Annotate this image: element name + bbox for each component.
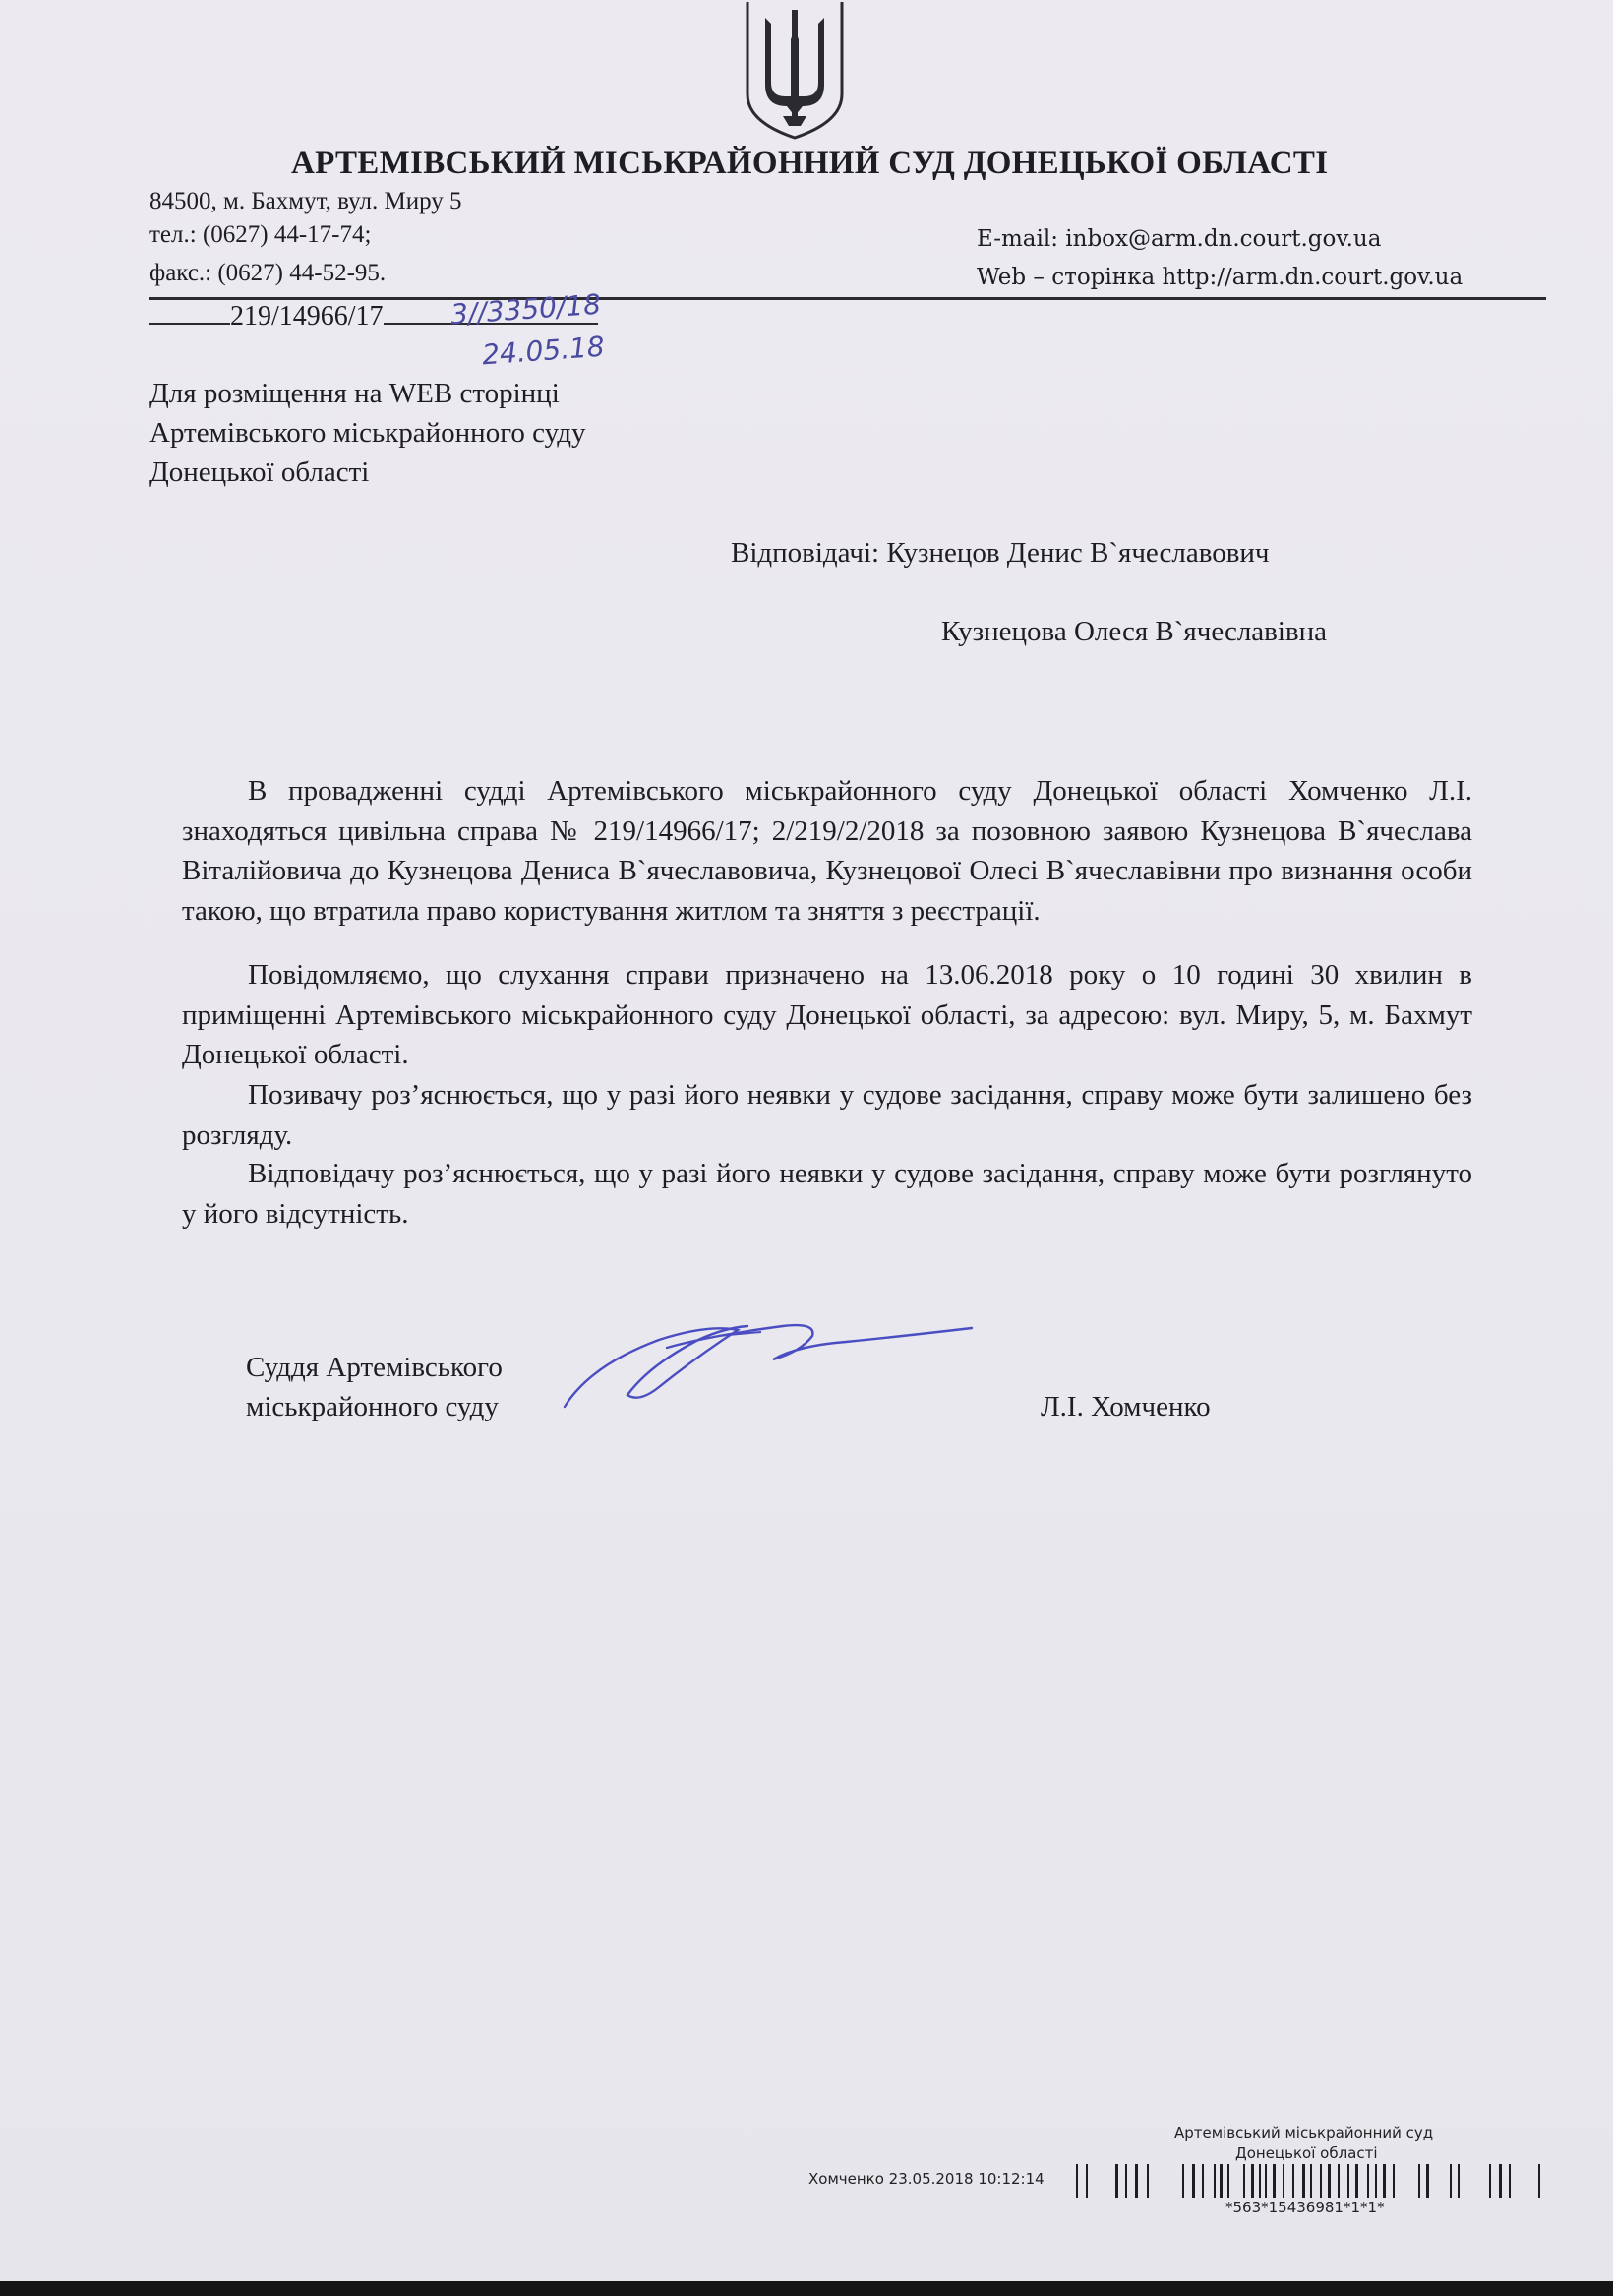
defendant-second: Кузнецова Олеся В`ячеславівна (941, 616, 1327, 647)
stamp-org-line-2: Донецької області (1235, 2145, 1378, 2162)
handwritten-signature-icon (551, 1297, 984, 1415)
document-barcode (1076, 2162, 1554, 2200)
paragraph-case-info: В провадженні судді Артемівського міськрайонного суду Донецької області Хомченко Л.І. знаходяться цивільна справа № 219/14966/17; 2/219/2/2018 за позовною заявою Кузнецова В`ячеслава Віталійовича до Кузнецова Дениса В`ячеславовича, Кузнецової Олесі В`ячеславівни про визнання особи такою, що втратила право користування житлом та зняття з реєстрації. (182, 775, 1472, 927)
court-name-heading: АРТЕМІВСЬКИЙ МІСЬКРАЙОННИЙ СУД ДОНЕЦЬКОЇ ОБЛАСТІ (291, 146, 1329, 181)
paragraph-plaintiff-notice: Позивачу роз’яснюється, що у разі його неявки у судове засідання, справу може бути залишено без розгляду. (182, 1079, 1472, 1151)
coat-of-arms-icon (744, 0, 846, 140)
recipient-line-3: Донецької області (149, 456, 370, 488)
paragraph-hearing-date: Повідомляємо, що слухання справи призначено на 13.06.2018 року о 10 годині 30 хвилин в приміщенні Артемівського міськрайонного суду Донецької області, за адресою: вул. Миру, 5, м. Бахмут Донецької області. (182, 959, 1472, 1070)
stamp-org-line-1: Артемівський міськрайонний суд (1174, 2124, 1434, 2142)
paragraph-defendant-notice: Відповідачу роз’яснюється, що у разі його неявки у судове засідання, справу може бути розглянуто у його відсутність. (182, 1158, 1472, 1230)
signature-position-line-2: міськрайонного суду (246, 1391, 499, 1422)
court-address: 84500, м. Бахмут, вул. Миру 5 (149, 188, 462, 214)
scan-bottom-edge (0, 2281, 1613, 2296)
court-email: E-mail: inbox@arm.dn.court.gov.ua (977, 226, 1382, 252)
barcode-text: *563*15436981*1*1* (1225, 2199, 1385, 2216)
signature-position-line-1: Суддя Артемівського (246, 1352, 503, 1383)
handwritten-incoming-date: 24.05.18 (481, 330, 606, 372)
recipient-line-1: Для розміщення на WEB сторінці (149, 378, 560, 409)
reference-number: 219/14966/17 (230, 301, 384, 332)
handwritten-incoming-number: 3//3350/18 (449, 287, 602, 332)
court-phone: тел.: (0627) 44-17-74; (149, 221, 372, 248)
recipient-line-2: Артемівського міськрайонного суду (149, 417, 586, 449)
court-website: Web – сторінка http://arm.dn.court.gov.ua (977, 265, 1464, 290)
defendants-line: Відповідачі: Кузнецов Денис В`ячеславович (731, 537, 1270, 569)
reference-blank-left (149, 299, 230, 325)
judge-name: Л.І. Хомченко (1041, 1391, 1211, 1422)
registration-info: Хомченко 23.05.2018 10:12:14 (808, 2170, 1045, 2188)
court-fax: факс.: (0627) 44-52-95. (149, 260, 387, 286)
